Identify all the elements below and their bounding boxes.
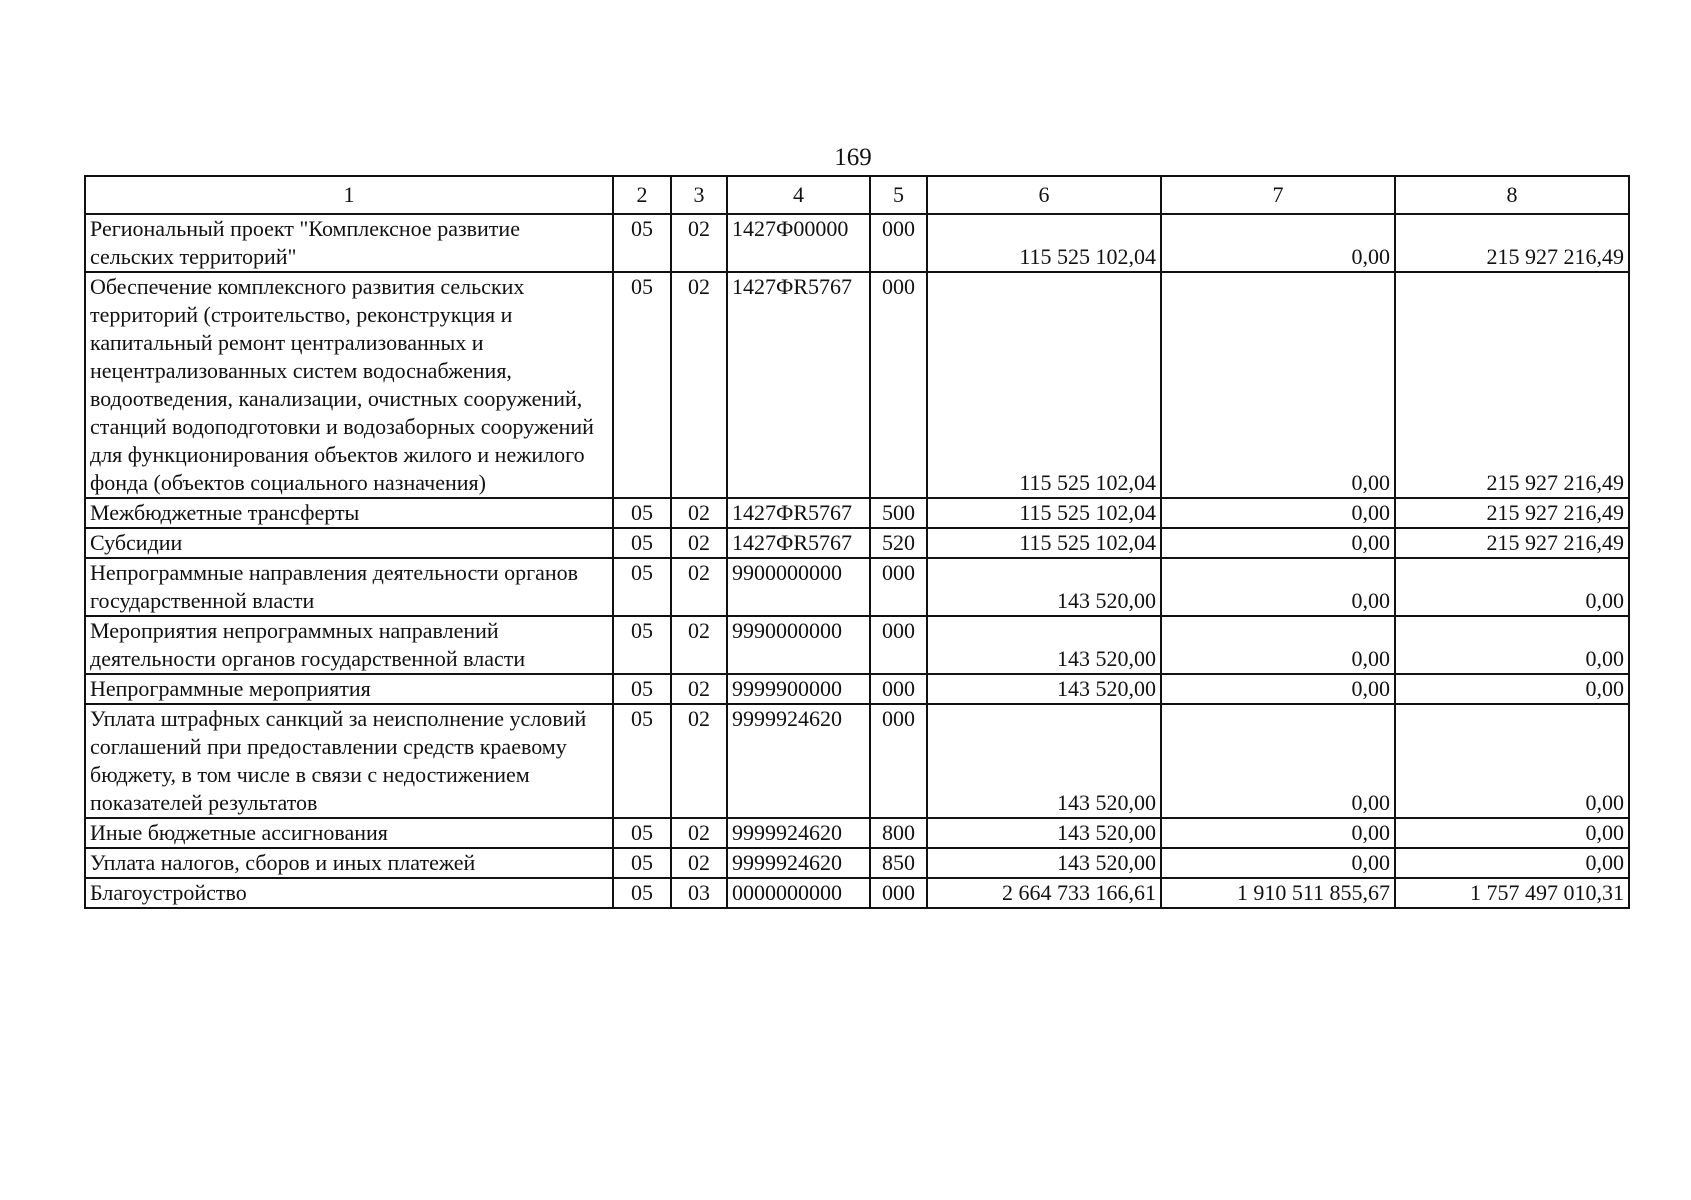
code-cell: 05 [613, 272, 671, 498]
amount-cell: 0,00 [1395, 674, 1629, 704]
amount-cell: 0,00 [1161, 498, 1395, 528]
code-cell: 000 [870, 616, 927, 674]
header-cell: 7 [1161, 176, 1395, 214]
header-cell: 3 [671, 176, 727, 214]
amount-cell: 143 520,00 [927, 674, 1161, 704]
row-name: Непрограммные мероприятия [85, 674, 613, 704]
code-cell: 02 [671, 214, 727, 272]
amount-cell: 0,00 [1395, 558, 1629, 616]
code-cell: 02 [671, 704, 727, 818]
amount-cell: 115 525 102,04 [927, 498, 1161, 528]
table-row [85, 818, 1629, 848]
row-name: Непрограммные направления деятельности органов государственной власти [85, 558, 613, 616]
amount-cell: 143 520,00 [927, 558, 1161, 616]
code-cell: 05 [613, 818, 671, 848]
code-cell: 000 [870, 704, 927, 818]
code-cell: 9999924620 [727, 704, 870, 818]
budget-table [84, 175, 1630, 909]
code-cell: 02 [671, 558, 727, 616]
code-cell: 500 [870, 498, 927, 528]
amount-cell: 215 927 216,49 [1395, 498, 1629, 528]
code-cell: 1427Ф00000 [727, 214, 870, 272]
code-cell: 9999924620 [727, 848, 870, 878]
header-cell: 1 [85, 176, 613, 214]
code-cell: 000 [870, 558, 927, 616]
code-cell: 800 [870, 818, 927, 848]
header-row [85, 176, 1629, 214]
header-cell: 2 [613, 176, 671, 214]
amount-cell: 0,00 [1395, 616, 1629, 674]
amount-cell: 0,00 [1161, 558, 1395, 616]
amount-cell: 0,00 [1395, 704, 1629, 818]
amount-cell: 143 520,00 [927, 704, 1161, 818]
row-name: Уплата штрафных санкций за неисполнение условий соглашений при предоставлении средств краевому бюджету, в том числе в связи с недостижением показателей результатов [85, 704, 613, 818]
amount-cell: 2 664 733 166,61 [927, 878, 1161, 908]
amount-cell: 0,00 [1161, 272, 1395, 498]
code-cell: 0000000000 [727, 878, 870, 908]
row-name: Мероприятия непрограммных направлений деятельности органов государственной власти [85, 616, 613, 674]
amount-cell: 0,00 [1161, 674, 1395, 704]
amount-cell: 215 927 216,49 [1395, 272, 1629, 498]
header-cell: 4 [727, 176, 870, 214]
page-number: 169 [834, 144, 872, 171]
row-name: Благоустройство [85, 878, 613, 908]
code-cell: 1427ФR5767 [727, 272, 870, 498]
amount-cell: 0,00 [1161, 214, 1395, 272]
amount-cell: 1 910 511 855,67 [1161, 878, 1395, 908]
code-cell: 05 [613, 616, 671, 674]
row-name: Иные бюджетные ассигнования [85, 818, 613, 848]
code-cell: 9900000000 [727, 558, 870, 616]
amount-cell: 143 520,00 [927, 616, 1161, 674]
code-cell: 03 [671, 878, 727, 908]
code-cell: 9999924620 [727, 818, 870, 848]
code-cell: 850 [870, 848, 927, 878]
code-cell: 02 [671, 818, 727, 848]
table-row [85, 704, 1629, 818]
amount-cell: 0,00 [1395, 818, 1629, 848]
code-cell: 000 [870, 878, 927, 908]
code-cell: 000 [870, 674, 927, 704]
amount-cell: 143 520,00 [927, 848, 1161, 878]
code-cell: 05 [613, 878, 671, 908]
code-cell: 02 [671, 616, 727, 674]
table-row [85, 878, 1629, 908]
code-cell: 9990000000 [727, 616, 870, 674]
amount-cell: 0,00 [1161, 528, 1395, 558]
amount-cell: 1 757 497 010,31 [1395, 878, 1629, 908]
table-row [85, 558, 1629, 616]
amount-cell: 115 525 102,04 [927, 214, 1161, 272]
code-cell: 000 [870, 272, 927, 498]
code-cell: 9999900000 [727, 674, 870, 704]
table-row [85, 848, 1629, 878]
header-cell: 6 [927, 176, 1161, 214]
code-cell: 02 [671, 272, 727, 498]
row-name: Обеспечение комплексного развития сельских территорий (строительство, реконструкция и капитальный ремонт централизованных и нецентрализованных систем водоснабжения, водоотведения, канализации, очистных сооружений, станций водоподготовки и водозаборных сооружений для функционирования объектов жилого и нежилого фонда (объектов социального назначения) [85, 272, 613, 498]
amount-cell: 0,00 [1161, 848, 1395, 878]
amount-cell: 115 525 102,04 [927, 528, 1161, 558]
code-cell: 05 [613, 674, 671, 704]
code-cell: 000 [870, 214, 927, 272]
table-row [85, 616, 1629, 674]
code-cell: 02 [671, 498, 727, 528]
table-row [85, 674, 1629, 704]
row-name: Региональный проект "Комплексное развитие сельских территорий" [85, 214, 613, 272]
code-cell: 05 [613, 528, 671, 558]
header-cell: 5 [870, 176, 927, 214]
amount-cell: 0,00 [1161, 818, 1395, 848]
row-name: Уплата налогов, сборов и иных платежей [85, 848, 613, 878]
code-cell: 02 [671, 674, 727, 704]
row-name: Межбюджетные трансферты [85, 498, 613, 528]
code-cell: 1427ФR5767 [727, 528, 870, 558]
amount-cell: 215 927 216,49 [1395, 214, 1629, 272]
header-cell: 8 [1395, 176, 1629, 214]
code-cell: 05 [613, 498, 671, 528]
table-row [85, 528, 1629, 558]
amount-cell: 0,00 [1161, 704, 1395, 818]
code-cell: 05 [613, 214, 671, 272]
code-cell: 02 [671, 848, 727, 878]
code-cell: 05 [613, 848, 671, 878]
amount-cell: 143 520,00 [927, 818, 1161, 848]
table-row [85, 214, 1629, 272]
table-row [85, 272, 1629, 498]
code-cell: 520 [870, 528, 927, 558]
row-name: Субсидии [85, 528, 613, 558]
amount-cell: 0,00 [1161, 616, 1395, 674]
code-cell: 05 [613, 704, 671, 818]
table-row [85, 498, 1629, 528]
code-cell: 1427ФR5767 [727, 498, 870, 528]
amount-cell: 215 927 216,49 [1395, 528, 1629, 558]
amount-cell: 115 525 102,04 [927, 272, 1161, 498]
amount-cell: 0,00 [1395, 848, 1629, 878]
code-cell: 02 [671, 528, 727, 558]
code-cell: 05 [613, 558, 671, 616]
